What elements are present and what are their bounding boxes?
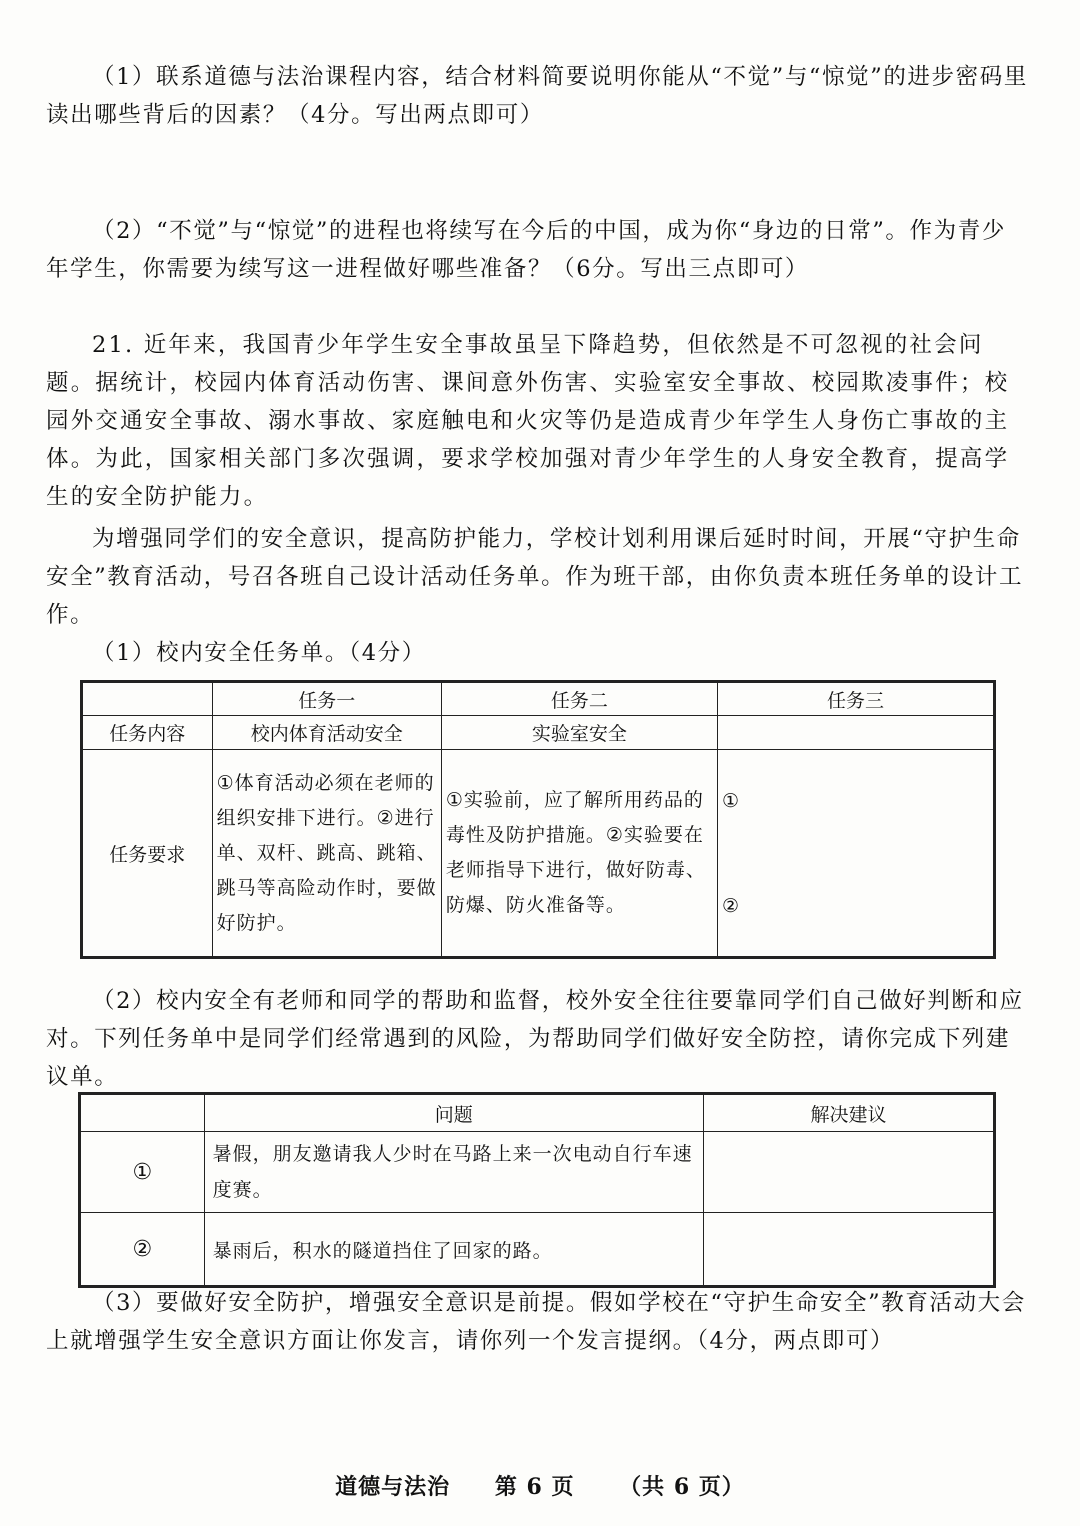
- footer-subject: 道德与法治: [335, 1474, 451, 1500]
- table-header-cell: 任务一: [212, 682, 441, 716]
- suggestion-table: [78, 1092, 996, 1288]
- blank-item-2: ②: [721, 895, 740, 917]
- table-header-cell: [82, 682, 213, 716]
- problem-cell: 暑假，朋友邀请我人少时在马路上来一次电动自行车速度赛。: [204, 1132, 703, 1213]
- task1-requirements: ①体育活动必须在老师的组织安排下进行。②进行单、双杆、跳高、跳箱、跳马等高险动作时，要做好防护。: [212, 750, 441, 958]
- task2-requirements: ①实验前，应了解所用药品的毒性及防护措施。②实验要在老师指导下进行，做好防毒、防爆、防火准备等。: [441, 750, 717, 958]
- row-label: 任务要求: [82, 750, 213, 958]
- task2-content: 实验室安全: [441, 716, 717, 750]
- row-number: ①: [80, 1132, 205, 1213]
- table-header-cell: 任务二: [441, 682, 717, 716]
- q21-para2: 为增强同学们的安全意识，提高防护能力，学校计划利用课后延时时间，开展“守护生命安全”教育活动，号召各班自己设计活动任务单。作为班干部，由你负责本班任务单的设计工作。: [46, 526, 1024, 628]
- table-row: [80, 1132, 995, 1213]
- q20-sub2: （2）“不觉”与“惊觉”的进程也将续写在今后的中国，成为你“身边的日常”。作为青少年学生，你需要为续写这一进程做好哪些准备？（6分。写出三点即可）: [46, 218, 1006, 282]
- task-table: [80, 680, 996, 959]
- suggestion-table-header-row: [80, 1094, 995, 1132]
- footer-page-number: 第 6 页: [494, 1474, 575, 1500]
- table-header-cell: 问题: [204, 1094, 703, 1132]
- suggestion-blank[interactable]: [703, 1213, 994, 1287]
- table-header-cell: [80, 1094, 205, 1132]
- task-requirement-row: [82, 750, 995, 958]
- footer-total-pages: （共 6 页）: [619, 1474, 745, 1500]
- task3-requirements-blank[interactable]: [717, 750, 994, 958]
- suggestion-blank[interactable]: [703, 1132, 994, 1213]
- blank-item-1: ①: [721, 790, 740, 812]
- q21-sub1-title: （1）校内安全任务单。（4分）: [92, 640, 426, 666]
- row-number: ②: [80, 1213, 205, 1287]
- task3-content-blank[interactable]: [717, 716, 994, 750]
- q21-stem: 21. 近年来，我国青少年学生安全事故虽呈下降趋势，但依然是不可忽视的社会问题。据统计，校园内体育活动伤害、课间意外伤害、实验室安全事故、校园欺凌事件；校园外交通安全事故、溺水事故、家庭触电和火灾等仍是造成青少年学生人身伤亡事故的主体。为此，国家相关部门多次强调，要求学校加强对青少年学生的人身安全教育，提高学生的安全防护能力。: [46, 332, 1010, 510]
- q21-sub3: （3）要做好安全防护，增强安全意识是前提。假如学校在“守护生命安全”教育活动大会上就增强学生安全意识方面让你发言，请你列一个发言提纲。（4分，两点即可）: [46, 1290, 1026, 1354]
- q20-sub1: （1）联系道德与法治课程内容，结合材料简要说明你能从“不觉”与“惊觉”的进步密码里读出哪些背后的因素？（4分。写出两点即可）: [46, 64, 1028, 128]
- table-header-cell: 解决建议: [703, 1094, 994, 1132]
- row-label: 任务内容: [82, 716, 213, 750]
- task-table-header-row: [82, 682, 995, 716]
- table-row: [80, 1213, 995, 1287]
- table-header-cell: 任务三: [717, 682, 994, 716]
- page-footer: [0, 1470, 1080, 1501]
- task-content-row: [82, 716, 995, 750]
- task1-content: 校内体育活动安全: [212, 716, 441, 750]
- problem-cell: 暴雨后，积水的隧道挡住了回家的路。: [204, 1213, 703, 1287]
- q21-sub2: （2）校内安全有老师和同学的帮助和监督，校外安全往往要靠同学们自己做好判断和应对。下列任务单中是同学们经常遇到的风险，为帮助同学们做好安全防控，请你完成下列建议单。: [46, 988, 1024, 1090]
